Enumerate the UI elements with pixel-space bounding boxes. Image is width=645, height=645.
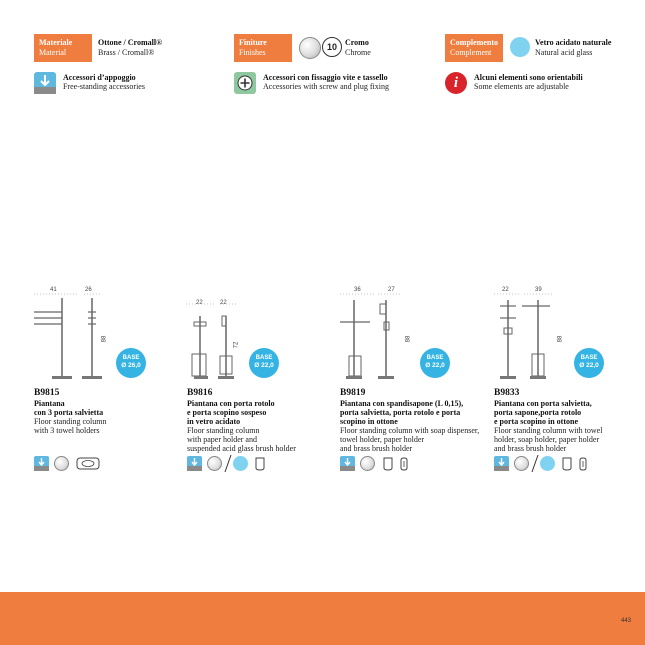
legend-free-standing (63, 73, 145, 91)
finishes-label-box (234, 34, 292, 62)
material-label-it: Materiale (39, 38, 73, 47)
desc-it-line: Piantana con spandisapone (L 0,15), (340, 399, 464, 408)
base-value: Ø 26,0 (121, 362, 141, 369)
ten-year-warranty-icon: 10 (322, 37, 342, 57)
legend-info-it: Alcuni elementi sono orientabili (474, 73, 583, 82)
slash-separator (531, 455, 539, 472)
legend-screw-en: Accessories with screw and plug fixing (263, 82, 389, 91)
dim-width-1: 41 (50, 287, 57, 293)
desc-it-line: Piantana (34, 399, 65, 408)
base-badge-b9819 (420, 348, 450, 378)
desc-it-line: e porta scopino sospeso (187, 408, 267, 417)
chrome-finish-swatch-icon (299, 37, 321, 59)
dim-height: 72 (233, 341, 240, 349)
complement-label-en: Complement (450, 48, 492, 57)
product-code: B9815 (34, 388, 60, 398)
dim-width-2: 22 (220, 300, 227, 306)
glass-swatch-icon (510, 37, 530, 57)
desc-it-line: Piantana con porta salvietta, (494, 399, 592, 408)
complement-value-en: Natural acid glass (535, 48, 593, 57)
product-b9815 (34, 388, 174, 435)
legend-free-en: Free-standing accessories (63, 82, 145, 91)
brush-holder-icon (382, 456, 394, 471)
product-code: B9816 (187, 388, 213, 398)
dim-width-2: 27 (388, 287, 395, 293)
material-value (98, 38, 162, 58)
finishes-value (345, 38, 371, 58)
material-value-it: Ottone / Cromall® (98, 38, 163, 47)
desc-en-line: with paper holder and (187, 435, 257, 444)
dim-width-1: 22 (502, 287, 509, 293)
legend-info (474, 73, 583, 91)
brush-holder-icon (254, 456, 266, 471)
dim-width-2: 39 (535, 287, 542, 293)
dim-width-1: 36 (354, 287, 361, 293)
complement-label-box (445, 34, 503, 62)
base-badge-b9815 (116, 348, 146, 378)
product-b9833 (494, 388, 639, 453)
product-b9819 (340, 388, 490, 453)
desc-it-line: Piantana con porta rotolo (187, 399, 275, 408)
complement-value (535, 38, 611, 58)
material-value-en: Brass / Cromall® (98, 48, 155, 57)
product-drawing-b9816 (186, 304, 256, 384)
desc-it-line: e porta scopino in ottone (494, 417, 578, 426)
dim-height: 88 (405, 335, 412, 343)
complement-value-it: Vetro acidato naturale (535, 38, 612, 47)
footer-band (0, 592, 645, 645)
page-number: 443 (620, 618, 631, 624)
free-standing-mini-icon (187, 456, 202, 471)
chrome-mini-icon (514, 456, 529, 471)
dim-height: 88 (101, 335, 108, 343)
base-value: Ø 22,0 (425, 362, 445, 369)
desc-en-line: and brass brush holder (340, 444, 413, 453)
finishes-value-en: Chrome (345, 48, 371, 57)
base-label: BASE (580, 355, 598, 361)
material-label-box (34, 34, 92, 62)
desc-en-line: Floor standing column with towel (494, 426, 603, 435)
free-standing-mini-icon (340, 456, 355, 471)
dim-width-1: 22 (196, 300, 203, 306)
finishes-value-it: Cromo (345, 38, 369, 47)
free-standing-icon (34, 72, 56, 94)
base-plate-icon (76, 456, 100, 471)
chrome-mini-icon (54, 456, 69, 471)
free-standing-mini-icon (34, 456, 49, 471)
product-drawing-b9819 (340, 294, 430, 384)
free-standing-mini-icon (494, 456, 509, 471)
desc-en-line: towel holder, paper holder (340, 435, 425, 444)
desc-en-line: suspended acid glass brush holder (187, 444, 296, 453)
soap-holder-icon (577, 456, 589, 471)
product-code: B9819 (340, 388, 366, 398)
chrome-mini-icon (360, 456, 375, 471)
base-label: BASE (426, 355, 444, 361)
base-label: BASE (255, 355, 273, 361)
base-badge-b9833 (574, 348, 604, 378)
legend-screw (263, 73, 389, 91)
chrome-mini-icon (207, 456, 222, 471)
product-code: B9833 (494, 388, 520, 398)
desc-en-line: Floor standing column (34, 417, 107, 426)
soap-dispenser-icon (398, 456, 410, 471)
product-drawing-b9833 (494, 294, 574, 384)
glass-mini-icon (233, 456, 248, 471)
finishes-label-it: Finiture (239, 38, 267, 47)
dim-height: 88 (557, 335, 564, 343)
desc-it-line: scopino in ottone (340, 417, 398, 426)
legend-free-it: Accessori d’appoggio (63, 73, 136, 82)
slash-separator (224, 455, 232, 472)
desc-en-line: and brass brush holder (494, 444, 567, 453)
desc-en-line: Floor standing column (187, 426, 260, 435)
base-badge-b9816 (249, 348, 279, 378)
base-label: BASE (122, 355, 140, 361)
base-value: Ø 22,0 (254, 362, 274, 369)
desc-it-line: in vetro acidato (187, 417, 241, 426)
desc-en-line: Floor standing column with soap dispenser, (340, 426, 480, 435)
glass-mini-icon (540, 456, 555, 471)
material-label-en: Material (39, 48, 67, 57)
complement-label-it: Complemento (450, 38, 498, 47)
legend-info-en: Some elements are adjustable (474, 82, 569, 91)
desc-it-line: con 3 porta salvietta (34, 408, 104, 417)
info-icon: i (445, 72, 467, 94)
desc-en-line: with 3 towel holders (34, 426, 100, 435)
finishes-label-en: Finishes (239, 48, 266, 57)
brush-holder-icon (561, 456, 573, 471)
legend-screw-it: Accessori con fissaggio vite e tassello (263, 73, 388, 82)
product-b9816 (187, 388, 327, 453)
desc-it-line: porta sapone,porta rotolo (494, 408, 582, 417)
base-value: Ø 22,0 (579, 362, 599, 369)
desc-it-line: porta salvietta, porta rotolo e porta (340, 408, 461, 417)
dim-width-2: 26 (85, 287, 92, 293)
desc-en-line: holder, soap holder, paper holder (494, 435, 600, 444)
screw-fixing-icon (234, 72, 256, 94)
